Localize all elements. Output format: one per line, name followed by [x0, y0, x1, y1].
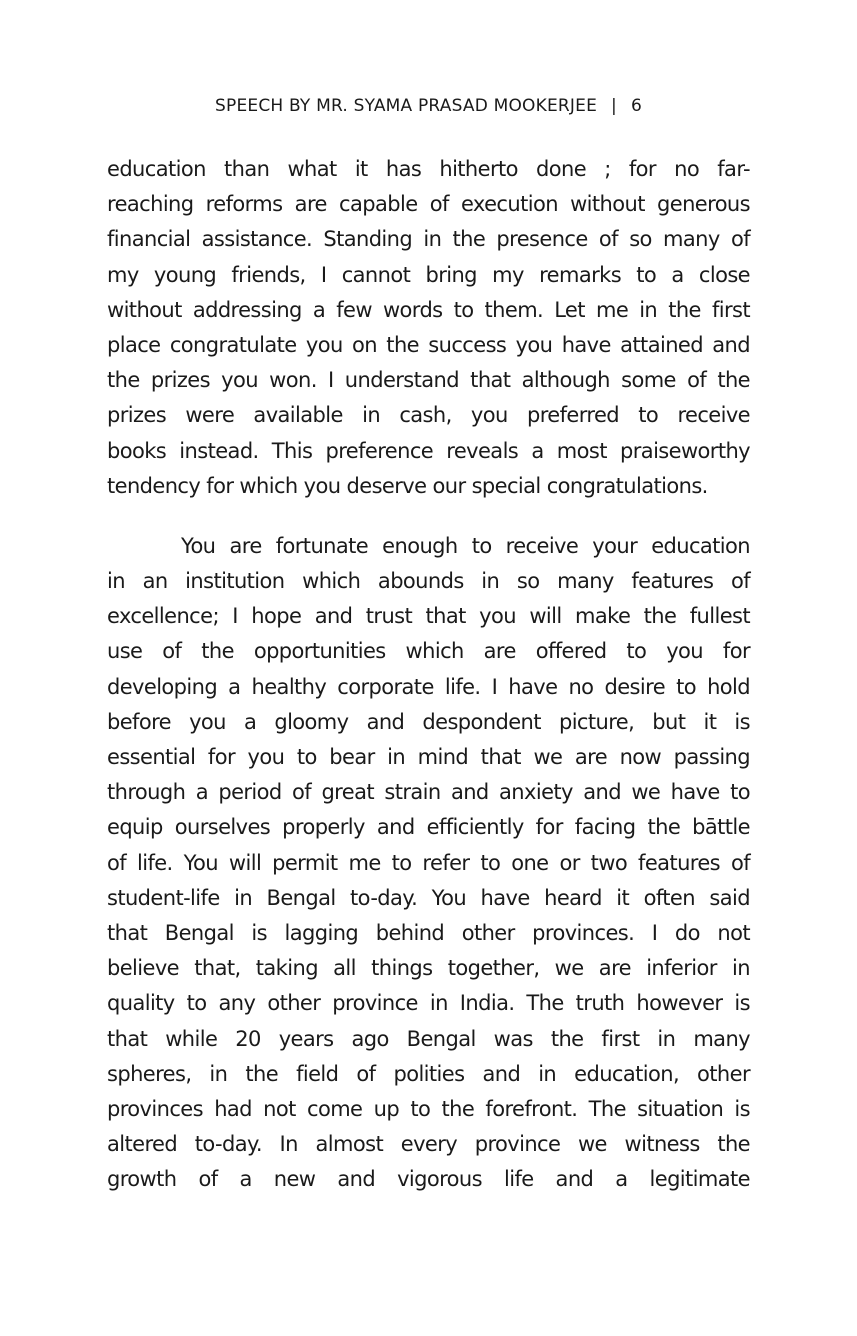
text-line: tendency for which you deserve our special congratulations.	[107, 473, 708, 498]
text-line: excellence; I hope and trust that you will make the fullest	[107, 604, 750, 629]
paragraph-1	[107, 152, 750, 504]
text-line: that Bengal is lagging behind other provinces. I do not	[107, 920, 750, 945]
text-line: equip ourselves properly and efficiently for facing the bāttle	[107, 815, 750, 840]
text-line: quality to any other province in India. The truth however is	[107, 991, 750, 1016]
page-number: 6	[630, 96, 642, 116]
text-line: spheres, in the field of polities and in education, other	[107, 1061, 750, 1086]
text-line: growth of a new and vigorous life and a legitimate	[107, 1167, 750, 1192]
text-line: developing a healthy corporate life. I have no desire to hold	[107, 674, 750, 699]
text-line: reaching reforms are capable of execution without generous	[107, 192, 750, 217]
header-title: SPEECH BY MR. SYAMA PRASAD MOOKERJEE	[215, 96, 598, 116]
text-line: of life. You will permit me to refer to one or two features of	[107, 850, 750, 875]
text-line: education than what it has hitherto done ; for no far-	[107, 157, 750, 181]
text-line: prizes were available in cash, you preferred to receive	[107, 403, 750, 428]
text-line: before you a gloomy and despondent picture, but it is	[107, 709, 750, 734]
text-line: financial assistance. Standing in the presence of so many of	[107, 227, 750, 252]
text-line: without addressing a few words to them. Let me in the first	[107, 297, 750, 322]
text-line: altered to-day. In almost every province we witness the	[107, 1132, 750, 1157]
text-line: the prizes you won. I understand that although some of the	[107, 368, 750, 393]
paragraph-2	[107, 529, 750, 1198]
text-line: believe that, taking all things together, we are inferior in	[107, 956, 750, 981]
text-line: use of the opportunities which are offered to you for	[107, 639, 750, 664]
text-line: student-life in Bengal to-day. You have heard it often said	[107, 885, 750, 910]
text-line: provinces had not come up to the forefront. The situation is	[107, 1096, 750, 1121]
text-line: my young friends, I cannot bring my remarks to a close	[107, 262, 750, 287]
text-line: books instead. This preference reveals a most praiseworthy	[107, 438, 750, 463]
text-line: place congratulate you on the success you have attained and	[107, 332, 750, 357]
body-text	[107, 152, 750, 1197]
text-line: that while 20 years ago Bengal was the first in many	[107, 1026, 750, 1051]
header-separator: |	[611, 96, 617, 116]
text-line: essential for you to bear in mind that we are now passing	[107, 745, 750, 769]
text-line: through a period of great strain and anxiety and we have to	[107, 780, 750, 805]
text-line: in an institution which abounds in so many features of	[107, 569, 750, 594]
running-header	[0, 96, 857, 116]
text-line: You are fortunate enough to receive your education	[181, 533, 750, 558]
